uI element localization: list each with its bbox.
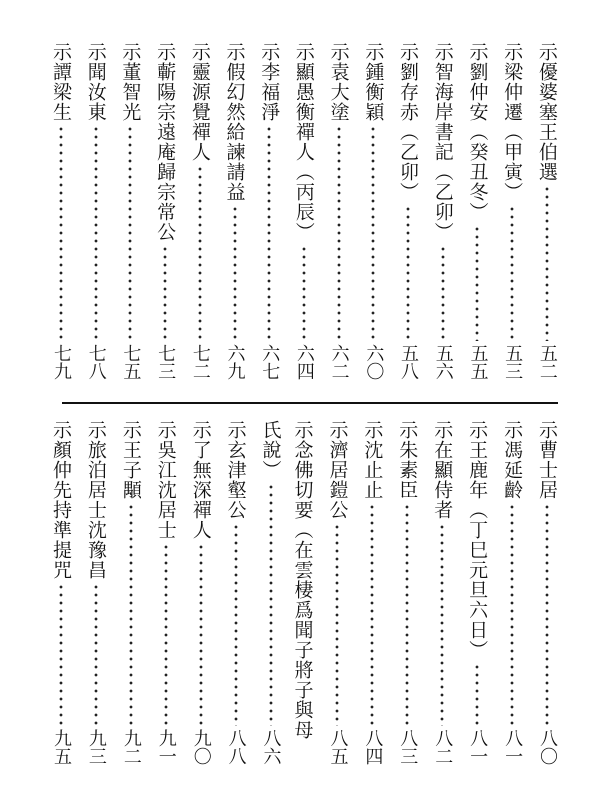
entry-page: 五六: [432, 344, 454, 380]
entry-page: 九一: [155, 729, 177, 765]
dot-leader: [337, 125, 341, 341]
toc-entry: [534, 42, 560, 380]
dot-leader: [302, 245, 306, 341]
entry-title: 示李福淨: [258, 42, 281, 122]
dot-leader: [406, 205, 410, 341]
entry-page: 九三: [85, 729, 107, 765]
dot-leader: [335, 523, 339, 726]
dot-leader: [371, 125, 375, 341]
entry-page: 六四: [293, 344, 315, 380]
entry-page: 八六: [260, 729, 282, 765]
dot-leader: [510, 503, 514, 726]
dot-leader: [164, 543, 168, 726]
entry-page: 七八: [85, 344, 107, 380]
entry-page: 六七: [259, 344, 281, 380]
dot-leader: [269, 483, 273, 726]
dot-leader: [94, 125, 98, 341]
dot-leader: [440, 523, 444, 726]
entry-title-continued: 氏說）: [259, 420, 282, 480]
entry-title: 示聞汝東: [84, 42, 107, 122]
entry-page: 八三: [397, 729, 419, 765]
dot-leader: [59, 583, 63, 726]
dot-leader: [545, 503, 549, 726]
toc-entry: [118, 420, 144, 765]
entry-title: 示王鹿年（丁巳元旦六日）: [466, 420, 489, 660]
entry-title: 示董智光: [119, 42, 142, 122]
entry-title: 示吳江沈居士: [154, 420, 177, 540]
toc-entry: [83, 420, 109, 765]
dot-leader: [59, 125, 63, 341]
entry-title: 示顏仲先持準提咒: [50, 420, 72, 580]
entry-title: 示譚梁生: [50, 42, 72, 122]
toc-entry: [83, 42, 109, 380]
dot-leader: [475, 225, 479, 341]
entry-title: 示顯愚衡禪人（丙辰）: [292, 42, 315, 242]
entry-title: 示智海岸書記（乙卯）: [431, 42, 454, 242]
toc-entry: [256, 42, 282, 380]
entry-title: 示了無深禪人: [189, 420, 212, 540]
entry-title: 示馮延齡: [501, 420, 524, 500]
entry-title: 示沈止止: [361, 420, 384, 500]
toc-entry: [48, 420, 74, 765]
toc-entry: [117, 42, 143, 380]
wrapped-line-second: [258, 420, 284, 765]
entry-page: 七二: [189, 344, 211, 380]
toc-entry-wrapped: [258, 420, 316, 765]
entry-title: 示優婆塞王伯選: [535, 42, 558, 182]
toc-entry: [187, 42, 213, 380]
wrapped-line-first: [290, 420, 316, 765]
dot-leader: [510, 205, 514, 341]
entry-page: 八四: [362, 729, 384, 765]
dot-leader: [94, 583, 98, 726]
entry-page: 五八: [398, 344, 420, 380]
entry-page: 七五: [120, 344, 142, 380]
toc-entry: [360, 42, 386, 380]
dot-leader: [370, 503, 374, 726]
dot-leader: [267, 125, 271, 341]
section-divider: [62, 402, 558, 404]
toc-section-bottom: [48, 420, 560, 765]
toc-entry: [534, 420, 560, 765]
entry-title: 示靈源覺禪人: [188, 42, 211, 162]
toc-entry: [326, 42, 352, 380]
toc-entry: [395, 42, 421, 380]
entry-page: 九〇: [190, 729, 212, 765]
entry-title: 示念佛切要（在雲棲爲聞子將子與母: [291, 420, 314, 740]
entry-title: 示劉存赤（乙卯）: [397, 42, 420, 202]
toc-entry: [499, 420, 525, 765]
dot-leader: [234, 523, 238, 726]
entry-title: 示曹士居: [535, 420, 558, 500]
entry-title: 示朱素臣: [396, 420, 419, 500]
dot-leader: [199, 543, 203, 726]
toc-section-top: [48, 42, 560, 380]
entry-page: 六九: [224, 344, 246, 380]
entry-title: 示濟居鎧公: [326, 420, 349, 520]
entry-title: 示王子顒: [119, 420, 142, 500]
toc-entry: [499, 42, 525, 380]
toc-entry: [430, 42, 456, 380]
entry-page: 八〇: [536, 729, 558, 765]
entry-title: 示玄津壑公: [224, 420, 247, 520]
entry-page: 八一: [502, 729, 524, 765]
entry-title: 示鍾衡穎: [362, 42, 385, 122]
toc-entry: [48, 42, 74, 380]
entry-page: 七九: [51, 344, 72, 380]
entry-page: 八二: [432, 729, 454, 765]
entry-page: 五二: [536, 344, 558, 380]
dot-leader: [405, 503, 409, 726]
entry-title: 示劉仲安（癸丑冬）: [466, 42, 489, 222]
dot-leader: [163, 245, 167, 341]
entry-page: 六二: [328, 344, 350, 380]
entry-page: 八一: [467, 729, 489, 765]
dot-leader: [129, 503, 133, 726]
toc-entry: [291, 42, 317, 380]
toc-entry: [429, 420, 455, 765]
entry-page: 九二: [120, 729, 142, 765]
entry-title: 示袁大塗: [327, 42, 350, 122]
entry-page: 八五: [327, 729, 349, 765]
entry-title: 示假幻然給諫請益: [223, 42, 246, 202]
entry-title: 示旅泊居士沈豫昌: [84, 420, 107, 580]
entry-title: 示在顯侍者: [431, 420, 454, 520]
entry-page: 九五: [51, 729, 72, 765]
dot-leader: [475, 663, 479, 726]
toc-entry: [188, 420, 214, 765]
entry-page: 六〇: [363, 344, 385, 380]
toc-entry: [359, 420, 385, 765]
entry-page: 八八: [225, 729, 247, 765]
entry-title: 示梁仲遷（甲寅）: [501, 42, 524, 202]
toc-entry: [464, 42, 490, 380]
dot-leader: [198, 165, 202, 341]
toc-entry: [223, 420, 249, 765]
toc-entry: [394, 420, 420, 765]
entry-page: 五三: [502, 344, 524, 380]
dot-leader: [441, 245, 445, 341]
entry-page: 五五: [467, 344, 489, 380]
toc-entry: [464, 420, 490, 765]
dot-leader: [233, 205, 237, 341]
dot-leader: [128, 125, 132, 341]
entry-page: 七三: [155, 344, 177, 380]
toc-entry: [324, 420, 350, 765]
toc-entry: [152, 42, 178, 380]
dot-leader: [545, 185, 549, 341]
toc-entry: [222, 42, 248, 380]
entry-title: 示蘄陽宗遠庵歸宗常公: [154, 42, 177, 242]
toc-entry: [153, 420, 179, 765]
